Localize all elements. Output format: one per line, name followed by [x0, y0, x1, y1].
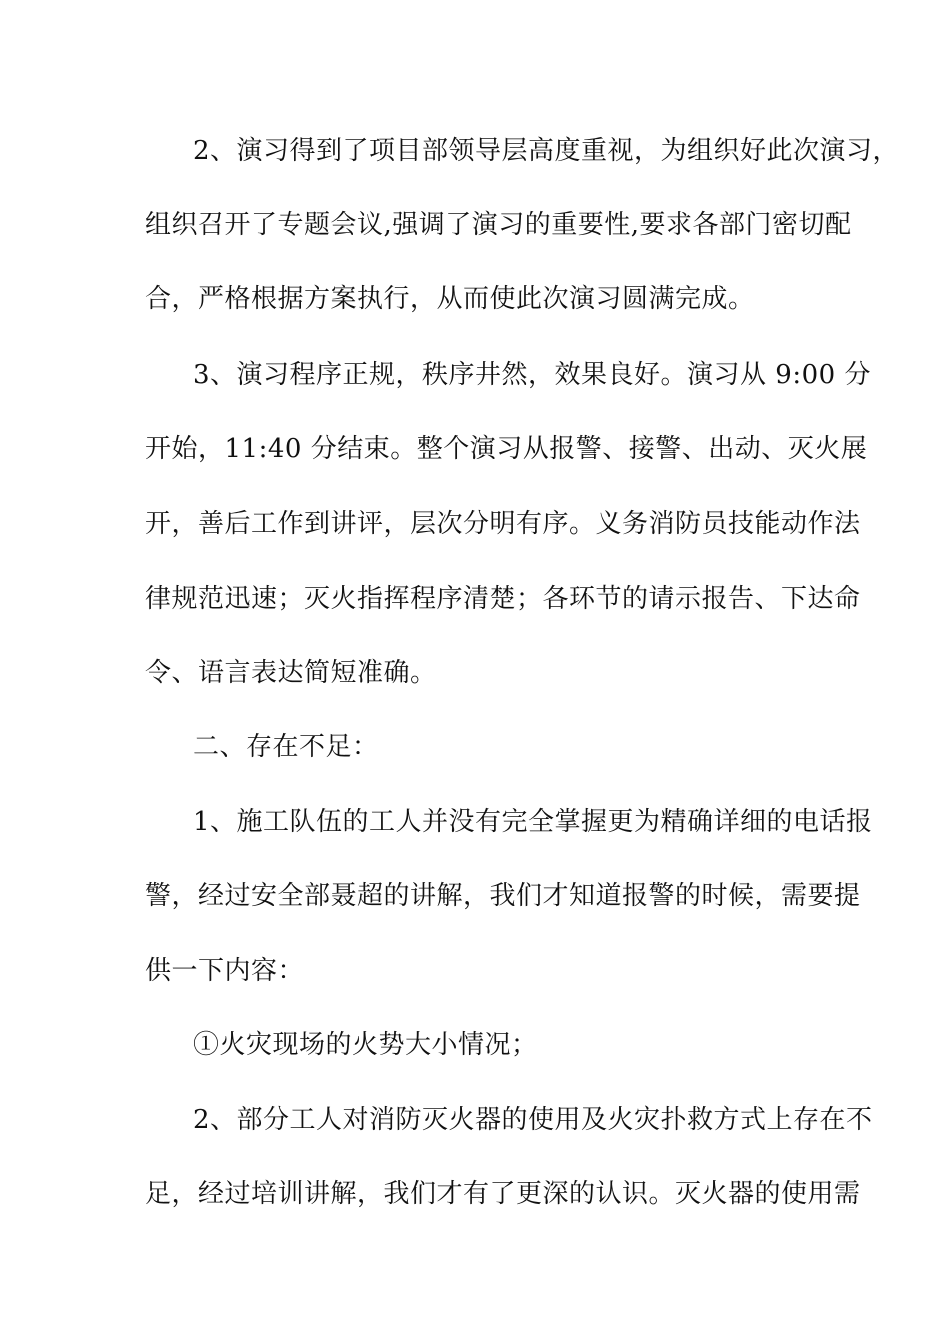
shortcoming-1-line-2: 警，经过安全部聂超的讲解，我们才知道报警的时候，需要提 [145, 881, 861, 911]
shortcoming-2-line-1: 2、部分工人对消防灭火器的使用及火灾扑救方式上存在不 [193, 1105, 873, 1135]
paragraph-3-line-1: 3、演习程序正规，秩序井然，效果良好。演习从 9:00 分 [193, 360, 871, 390]
paragraph-2-line-3: 合，严格根据方案执行，从而使此次演习圆满完成。 [145, 284, 755, 314]
shortcoming-1-line-3: 供一下内容： [145, 956, 305, 986]
paragraph-3-line-5: 令、语言表达简短准确。 [145, 658, 437, 688]
paragraph-3-line-3: 开，善后工作到讲评，层次分明有序。义务消防员技能动作法 [145, 509, 861, 539]
paragraph-3-line-2: 开始，11:40 分结束。整个演习从报警、接警、出动、灭火展 [145, 434, 868, 464]
shortcoming-1-line-1: 1、施工队伍的工人并没有完全掌握更为精确详细的电话报 [193, 807, 873, 837]
shortcoming-2-line-2: 足，经过培训讲解，我们才有了更深的认识。灭火器的使用需 [145, 1179, 861, 1209]
paragraph-3-line-4: 律规范迅速；灭火指挥程序清楚；各环节的请示报告、下达命 [145, 584, 861, 614]
paragraph-2-line-2: 组织召开了专题会议,强调了演习的重要性,要求各部门密切配 [145, 210, 852, 240]
paragraph-2-line-1: 2、演习得到了项目部领导层高度重视，为组织好此次演习， [193, 136, 900, 166]
list-item-fire-situation: ①火灾现场的火势大小情况； [193, 1030, 538, 1060]
section-heading-shortcomings: 二、存在不足： [193, 732, 379, 762]
